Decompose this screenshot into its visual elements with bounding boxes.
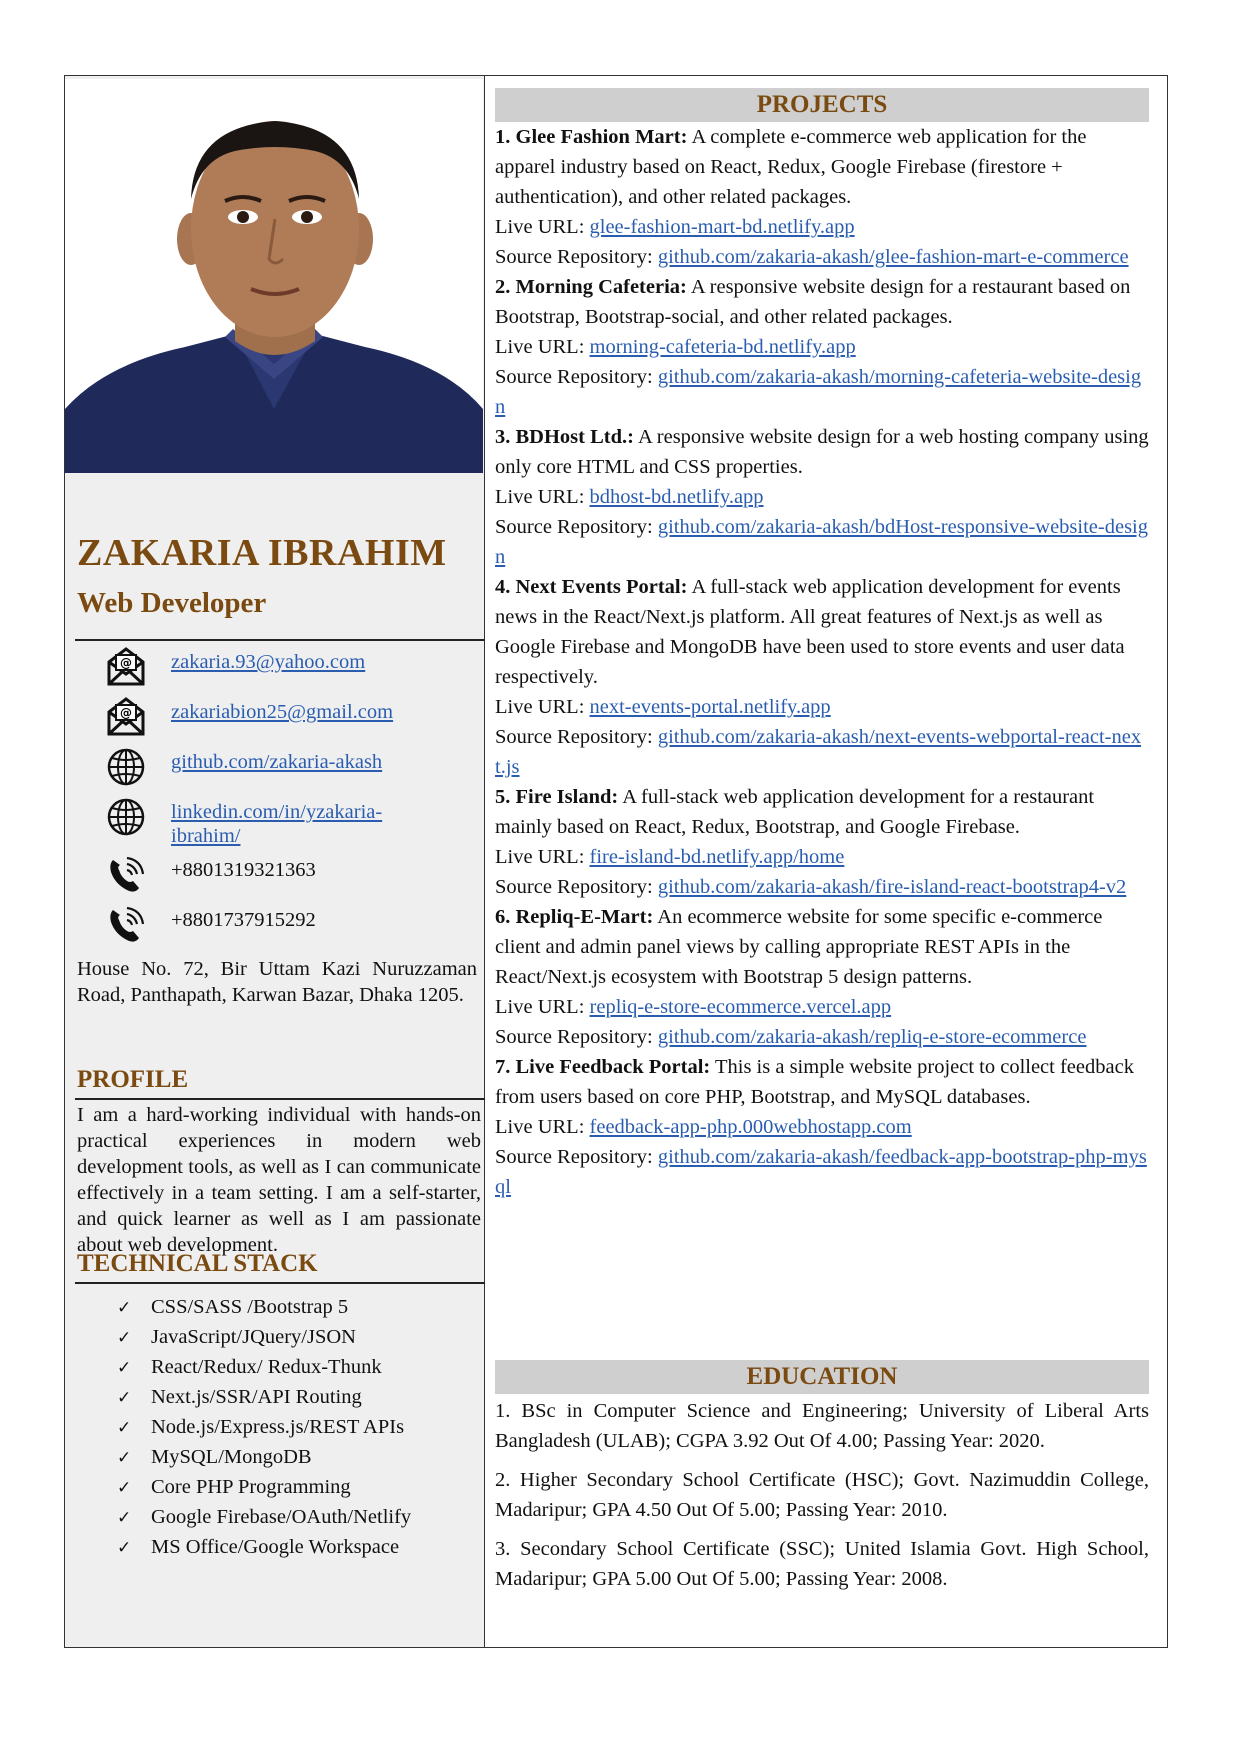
phone-icon bbox=[105, 854, 151, 898]
profile-heading: PROFILE bbox=[77, 1066, 189, 1093]
project-item: 3. BDHost Ltd.: A responsive website design for a web hosting company using only core HTML and CSS properties. Live URL: bdhost-bd.netlify.app Source Repository: github.com/zakaria-akash/bdHost-responsive-website-design bbox=[495, 426, 1149, 568]
project-title: 7. Live Feedback Portal: bbox=[495, 1056, 711, 1078]
stack-item: ✓ JavaScript/JQuery/JSON bbox=[117, 1322, 411, 1352]
candidate-role: Web Developer bbox=[77, 587, 267, 619]
stack-item: ✓ Node.js/Express.js/REST APIs bbox=[117, 1412, 411, 1442]
svg-text:@: @ bbox=[120, 656, 132, 670]
contact-phone-2-text: +8801737915292 bbox=[171, 909, 316, 931]
project-item: 7. Live Feedback Portal: This is a simple website project to collect feedback from users based on core PHP, Bootstrap, and MySQL databases. Live URL: feedback-app-php.000webhostapp.com Source Repository: github.com/zakaria-akash/feedback-app-bootstrap-php-mysql bbox=[495, 1056, 1147, 1198]
technical-stack-heading: TECHNICAL STACK bbox=[77, 1250, 318, 1277]
contact-email-yahoo-link[interactable]: zakaria.93@yahoo.com bbox=[171, 651, 366, 673]
globe-icon bbox=[105, 746, 151, 790]
checkmark-icon: ✓ bbox=[117, 1508, 132, 1528]
stack-item: ✓ React/Redux/ Redux-Thunk bbox=[117, 1352, 411, 1382]
project-description: This is a simple website project to collect feedback from users based on core PHP, Bootstrap, and MySQL databases. bbox=[495, 1056, 1134, 1108]
contact-linkedin-link[interactable]: linkedin.com/in/yzakaria-ibrahim/ bbox=[171, 801, 383, 847]
project-title: 4. Next Events Portal: bbox=[495, 576, 688, 598]
phone-icon bbox=[105, 904, 151, 948]
project-item: 1. Glee Fashion Mart: A complete e-commerce web application for the apparel industry based on React, Redux, Google Firebase (firestore + authentication), and other related packages. Live URL: glee-fashion-mart-bd.netlify.app Source Repository: github.com/zakaria-akash/glee-fashion-mart-e-commerce bbox=[495, 126, 1129, 268]
contact-linkedin bbox=[105, 796, 475, 854]
project-title: 3. BDHost Ltd.: bbox=[495, 426, 634, 448]
project-description: A responsive website design for a web hosting company using only core HTML and CSS properties. bbox=[495, 426, 1149, 478]
project-live-link[interactable]: fire-island-bd.netlify.app/home bbox=[589, 846, 845, 868]
right-column bbox=[485, 76, 1167, 1647]
project-live-link[interactable]: next-events-portal.netlify.app bbox=[589, 696, 831, 718]
project-item: 6. Repliq-E-Mart: An ecommerce website for some specific e-commerce client and admin panel views by calling appropriate REST APIs in the React/Next.js ecosystem with Bootstrap 5 design patterns. Live URL: repliq-e-store-ecommerce.vercel.app Source Repository: github.com/zakaria-akash/repliq-e-store-ecommerce bbox=[495, 906, 1103, 1048]
resume-page bbox=[64, 75, 1168, 1648]
education-item: 3. Secondary School Certificate (SSC); United Islamia Govt. High School, Madaripur; GPA 5.00 Out Of 5.00; Passing Year: 2008. bbox=[495, 1538, 1149, 1590]
left-column bbox=[65, 76, 485, 1647]
contact-email-gmail-link[interactable]: zakariabion25@gmail.com bbox=[171, 701, 394, 723]
checkmark-icon: ✓ bbox=[117, 1388, 132, 1408]
stack-item: ✓ Google Firebase/OAuth/Netlify bbox=[117, 1502, 411, 1532]
contact-github bbox=[105, 746, 475, 796]
stack-item: ✓ MS Office/Google Workspace bbox=[117, 1532, 411, 1562]
project-title: 5. Fire Island: bbox=[495, 786, 619, 808]
project-source-link[interactable]: github.com/zakaria-akash/feedback-app-bootstrap-php-mysql bbox=[495, 1146, 1147, 1198]
project-live-link[interactable]: bdhost-bd.netlify.app bbox=[589, 486, 764, 508]
stack-item: ✓ Core PHP Programming bbox=[117, 1472, 411, 1502]
divider bbox=[75, 639, 485, 641]
project-source-link[interactable]: github.com/zakaria-akash/bdHost-responsive-website-design bbox=[495, 516, 1148, 568]
education-item: 2. Higher Secondary School Certificate (HSC); Govt. Nazimuddin College, Madaripur; GPA 4.50 Out Of 5.00; Passing Year: 2010. bbox=[495, 1469, 1149, 1521]
project-source-link[interactable]: github.com/zakaria-akash/glee-fashion-mart-e-commerce bbox=[657, 246, 1129, 268]
project-description: A full-stack web application development for a restaurant mainly based on React, Redux, Bootstrap, and Google Firebase. bbox=[495, 786, 1095, 838]
contact-github-link[interactable]: github.com/zakaria-akash bbox=[171, 751, 383, 773]
contact-email-yahoo bbox=[105, 646, 475, 696]
project-source-link[interactable]: github.com/zakaria-akash/morning-cafeteria-website-design bbox=[495, 366, 1142, 418]
profile-text: I am a hard-working individual with hands-on practical experiences in modern web development tools, as well as I can communicate effectively in a team setting. I am a self-starter, and quick learner as well as I am passionate about web development. bbox=[77, 1104, 481, 1256]
project-source-link[interactable]: github.com/zakaria-akash/next-events-webportal-react-next.js bbox=[495, 726, 1142, 778]
divider bbox=[75, 1098, 485, 1100]
checkmark-icon: ✓ bbox=[117, 1418, 132, 1438]
checkmark-icon: ✓ bbox=[117, 1328, 132, 1348]
project-description: A full-stack web application development for events news in the React/Next.js platform. All great features of Next.js as well as Google Firebase and MongoDB have been used to store events and user data respectively. bbox=[495, 576, 1125, 688]
project-description: A complete e-commerce web application for the apparel industry based on React, Redux, Google Firebase (firestore + authentication), and other related packages. bbox=[495, 126, 1087, 208]
project-live-link[interactable]: repliq-e-store-ecommerce.vercel.app bbox=[589, 996, 892, 1018]
globe-icon bbox=[105, 796, 151, 840]
project-live-link[interactable]: morning-cafeteria-bd.netlify.app bbox=[589, 336, 856, 358]
contact-list bbox=[105, 646, 475, 954]
svg-text:@: @ bbox=[120, 706, 132, 720]
checkmark-icon: ✓ bbox=[117, 1478, 132, 1498]
profile-photo bbox=[65, 79, 483, 473]
stack-item: ✓ MySQL/MongoDB bbox=[117, 1442, 411, 1472]
education-item: 1. BSc in Computer Science and Engineering; University of Liberal Arts Bangladesh (ULAB); CGPA 3.92 Out Of 4.00; Passing Year: 2020. bbox=[495, 1400, 1149, 1452]
projects-list bbox=[495, 122, 1149, 1202]
checkmark-icon: ✓ bbox=[117, 1298, 132, 1318]
project-item: 5. Fire Island: A full-stack web application development for a restaurant mainly based on React, Redux, Bootstrap, and Google Firebase. Live URL: fire-island-bd.netlify.app/home Source Repository: github.com/zakaria-akash/fire-island-react-bootstrap4-v2 bbox=[495, 786, 1127, 898]
email-icon bbox=[105, 646, 151, 690]
project-title: 1. Glee Fashion Mart: bbox=[495, 126, 688, 148]
checkmark-icon: ✓ bbox=[117, 1538, 132, 1558]
contact-email-gmail bbox=[105, 696, 475, 746]
project-live-link[interactable]: feedback-app-php.000webhostapp.com bbox=[589, 1116, 912, 1138]
project-item: 2. Morning Cafeteria: A responsive website design for a restaurant based on Bootstrap, Bootstrap-social, and other related packages. Live URL: morning-cafeteria-bd.netlify.app Source Repository: github.com/zakaria-akash/morning-cafeteria-website-design bbox=[495, 276, 1142, 418]
checkmark-icon: ✓ bbox=[117, 1448, 132, 1468]
contact-phone-1-text: +8801319321363 bbox=[171, 859, 316, 881]
project-live-link[interactable]: glee-fashion-mart-bd.netlify.app bbox=[589, 216, 855, 238]
project-title: 2. Morning Cafeteria: bbox=[495, 276, 687, 298]
project-source-link[interactable]: github.com/zakaria-akash/repliq-e-store-ecommerce bbox=[657, 1026, 1087, 1048]
education-list bbox=[495, 1396, 1149, 1603]
project-description: A responsive website design for a restaurant based on Bootstrap, Bootstrap-social, and other related packages. bbox=[495, 276, 1131, 328]
project-title: 6. Repliq-E-Mart: bbox=[495, 906, 654, 928]
project-source-link[interactable]: github.com/zakaria-akash/fire-island-react-bootstrap4-v2 bbox=[657, 876, 1127, 898]
checkmark-icon: ✓ bbox=[117, 1358, 132, 1378]
project-item: 4. Next Events Portal: A full-stack web application development for events news in the React/Next.js platform. All great features of Next.js as well as Google Firebase and MongoDB have been used to store events and user data respectively. Live URL: next-events-portal.netlify.app Source Repository: github.com/zakaria-akash/next-events-webportal-react-next.js bbox=[495, 576, 1142, 778]
projects-heading: PROJECTS bbox=[495, 88, 1149, 122]
divider bbox=[75, 1282, 485, 1284]
contact-phone-2 bbox=[105, 904, 475, 954]
stack-item: ✓ Next.js/SSR/API Routing bbox=[117, 1382, 411, 1412]
technical-stack-list bbox=[117, 1292, 411, 1562]
project-description: An ecommerce website for some specific e-commerce client and admin panel views by calling appropriate REST APIs in the React/Next.js ecosystem with Bootstrap 5 design patterns. bbox=[495, 906, 1103, 988]
education-heading: EDUCATION bbox=[495, 1360, 1149, 1394]
contact-phone-1 bbox=[105, 854, 475, 904]
stack-item: ✓ CSS/SASS /Bootstrap 5 bbox=[117, 1292, 411, 1322]
email-icon bbox=[105, 696, 151, 740]
candidate-name: ZAKARIA IBRAHIM bbox=[77, 532, 447, 574]
address-text: House No. 72, Bir Uttam Kazi Nuruzzaman Road, Panthapath, Karwan Bazar, Dhaka 1205. bbox=[77, 958, 477, 1006]
